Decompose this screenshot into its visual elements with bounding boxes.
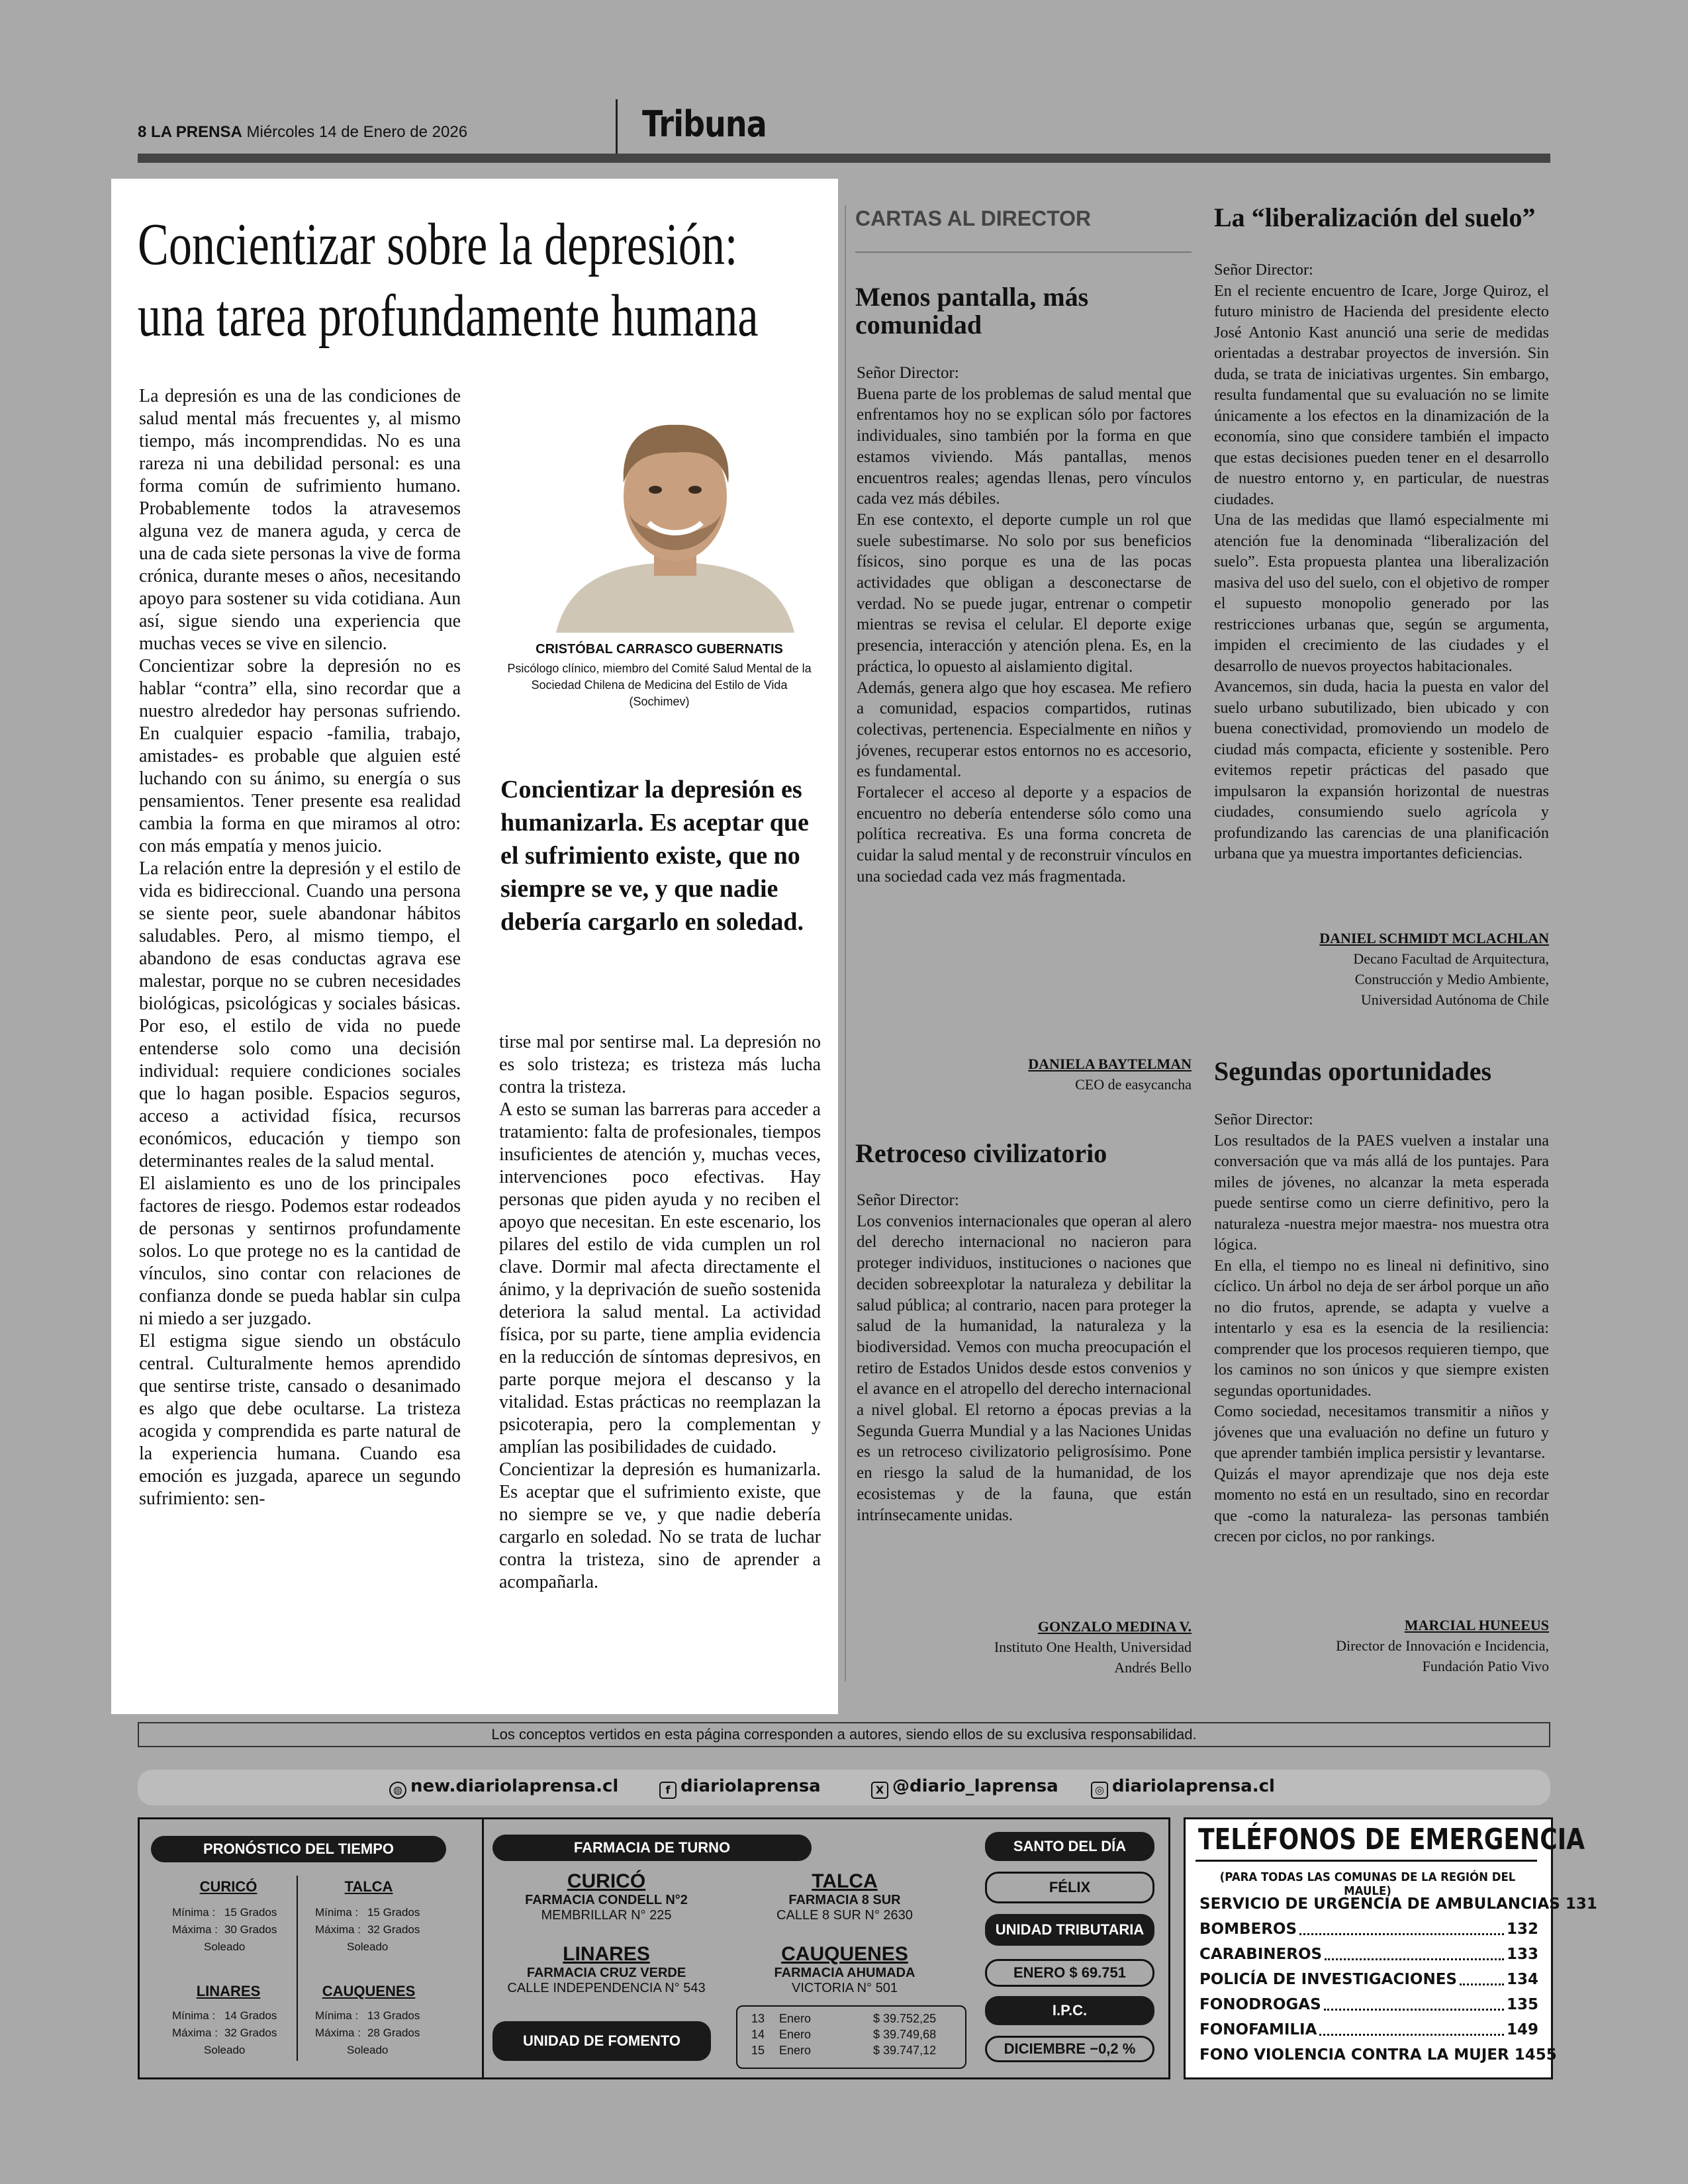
letter-body xyxy=(1214,259,1549,864)
article-title-line-2: una tarea profundamente humana xyxy=(138,283,759,349)
letter-body xyxy=(857,1190,1192,1525)
emergency-number: 1455 xyxy=(1514,2046,1557,2064)
letter-signer-role: Construcción y Medio Ambiente, xyxy=(1354,971,1549,987)
letter-paragraph: Quizás el mayor aprendizaje que nos deja este momento no está en un resultado, sino en recordar que -como la naturaleza- las personas también crecen por ciclos, no por rankings. xyxy=(1214,1465,1549,1545)
article-paragraph: El estigma sigue siendo un obstáculo central. Culturalmente hemos aprendido que sentirse triste, cansado o desanimado es algo que debe ocultarse. La tristeza acogida y comprendida es parte natural de la experiencia humana. Cuando esa emoción es juzgada, aparece un segundo sufrimiento: sen- xyxy=(139,1331,461,1509)
letter-paragraph: Señor Director: xyxy=(857,1191,959,1209)
weather-min-label: Mínima : xyxy=(172,2009,216,2022)
emergency-number: 135 xyxy=(1506,1996,1538,2013)
article-paragraph: Concientizar sobre la depresión no es hablar “contra” ella, sino recordar que a nuestro alrededor hay personas sufriendo. En cualquier espacio -familia, trabajo, amistades- es probable que alguien esté luchando con su ánimo, su energía o sus pensamientos. Tener presente esa realidad cambia la forma en que miramos al otro: con más empatía y menos juicio. xyxy=(139,656,461,856)
weather-min-label: Mínima : xyxy=(172,1906,216,1919)
letter-title: Segundas oportunidades xyxy=(1214,1056,1492,1086)
utm-value: ENERO $ 69.751 xyxy=(985,1959,1154,1987)
article-paragraph: tirse mal por sentirse mal. La depresión no es solo tristeza; es tristeza más lucha contra la tristeza. xyxy=(499,1032,821,1097)
pharmacy-address: CALLE INDEPENDENCIA N° 543 xyxy=(507,1981,706,1995)
letter-paragraph: Señor Director: xyxy=(857,364,959,382)
weather-values xyxy=(311,2007,424,2060)
letter-paragraph: Señor Director: xyxy=(1214,261,1313,279)
letter-paragraph: Además, genera algo que hoy escasea. Me refiero a comunidad, espacios compartidos, rutinas colectivas, pertenencia. Especialmente en niños y jóvenes, recuperar estos entornos no es accesorio, es fundamental. xyxy=(857,678,1192,781)
emergency-label: FONO VIOLENCIA CONTRA LA MUJER xyxy=(1199,2046,1509,2064)
social-website[interactable] xyxy=(389,1776,618,1799)
weather-sky: Soleado xyxy=(346,1940,389,1953)
pharmacy-city: CURICÓ xyxy=(567,1870,646,1892)
weather-divider xyxy=(297,1876,298,2061)
pharmacy-name: FARMACIA CRUZ VERDE xyxy=(526,1966,686,1980)
uf-table xyxy=(736,2005,966,2069)
letter-signer: DANIEL SCHMIDT MCLACHLAN xyxy=(1319,930,1549,946)
pharmacy-city: LINARES xyxy=(563,1943,650,1965)
uf-day: 14 xyxy=(751,2028,765,2041)
author-role: Psicólogo clínico, miembro del Comité Salud Mental de la Sociedad Chilena de Medicina del Estilo de Vida (Sochimev) xyxy=(507,662,812,708)
emergency-label: POLICÍA DE INVESTIGACIONES xyxy=(1199,1971,1458,1988)
instagram-icon: ◎ xyxy=(1091,1782,1108,1799)
pharmacy-city: TALCA xyxy=(812,1870,878,1892)
letter-signer: GONZALO MEDINA V. xyxy=(1037,1618,1192,1635)
letter-paragraph: Los resultados de la PAES vuelven a instalar una conversación que va más allá de los puntajes. Para miles de jóvenes, no alcanzar la meta esperada puede sentirse como un cierre definitivo, pero la naturaleza -nuestra mejor maestra- nos muestra otra lógica. xyxy=(1214,1131,1549,1253)
letter-signer-role: Andrés Bello xyxy=(1114,1659,1192,1676)
letter-paragraph: Fortalecer el acceso al deporte y a espacios de encuentro no debería entenderse sólo como una política recreativa. Es una forma concreta de cuidar la salud mental y de reconstruir vínculos en una sociedad cada vez más fragmentada. xyxy=(857,784,1192,886)
letter-signature xyxy=(1214,928,1549,1010)
author-portrait-icon xyxy=(543,397,808,633)
weather-max: 32 Grados xyxy=(367,1923,420,1936)
letters-section-label: CARTAS AL DIRECTOR xyxy=(855,206,1092,230)
article-paragraph: El aislamiento es uno de los principales factores de riesgo. Podemos estar rodeados de personas y sentirnos profundamente solos. Lo que protege no es la cantidad de vínculos, sino contar con relaciones de confianza donde se pueda hablar sin culpa ni miedo a ser juzgado. xyxy=(139,1173,461,1329)
letter-body xyxy=(1214,1109,1549,1547)
weather-city: LINARES xyxy=(196,1983,261,1999)
pull-quote: Concientizar la depresión es humanizarla. Es aceptar que el sufrimiento existe, que no siempre se ve, y que nadie debería cargarlo en soledad. xyxy=(500,776,809,936)
emergency-item xyxy=(1199,2042,1557,2068)
saint-title: SANTO DEL DÍA xyxy=(985,1832,1154,1861)
letter-paragraph: Los convenios internacionales que operan al alero del derecho internacional no nacieron para proteger individuos, instituciones o naciones que deciden sobreexplotar la naturaleza y debilitar la salud pública; al contrario, nacen para proteger la salud de la humanidad, la naturaleza y la biodiversidad. Vemos con mucha preocupación el retiro de Estados Unidos desde estos convenios y el avance en el atropello del derecho internacional a nivel global. El retorno a épocas previas a la Segunda Guerra Mundial y a las Naciones Unidas es un retroceso civilizatorio peligrosísimo. Pone en riesgo la salud de la humanidad, de los ecosistemas y de la fauna, que están intrínsecamente unidas. xyxy=(857,1212,1192,1524)
issue-date: Miércoles 14 de Enero de 2026 xyxy=(246,123,468,141)
section-title: Tribuna xyxy=(642,103,767,145)
emergency-item xyxy=(1199,2017,1538,2042)
letter-signer: MARCIAL HUNEEUS xyxy=(1404,1617,1549,1633)
letter-paragraph: Señor Director: xyxy=(1214,1111,1313,1128)
emergency-item xyxy=(1199,1992,1538,2017)
letter-paragraph: Una de las medidas que llamó especialmente mi atención fue la denominada “liberalización del suelo”. Esta propuesta plantea una liberalización masiva del uso del suelo, con el objetivo de romper el supuesto monopolio generado por las restricciones urbanas que, según se argumenta, impiden el crecimiento de las ciudades y el desarrollo de nuevos proyectos habitacionales. xyxy=(1214,511,1549,675)
saint-name: FÉLIX xyxy=(985,1872,1154,1903)
letter-signature xyxy=(1214,1615,1549,1676)
letter-body xyxy=(857,363,1192,887)
pharmacy-name: FARMACIA 8 SUR xyxy=(788,1893,901,1907)
leader-dots xyxy=(1299,1917,1504,1935)
letter-paragraph: Avancemos, sin duda, hacia la puesta en valor del suelo urbano subutilizado, bien ubicado y con buena conectividad, promoviendo un modelo de ciudad más compacta, eficiente y sostenible. Pero evitemos repetir prácticas del pasado que impulsaron la expansión horizontal de nuestras ciudades, consumiendo suelo agrícola y profundizando las carencias de una planificación urbana que ya muestra importantes deficiencias. xyxy=(1214,678,1549,862)
letter-signer-role: Universidad Autónoma de Chile xyxy=(1360,991,1549,1008)
column-divider xyxy=(845,205,846,1681)
letter-signature xyxy=(857,1616,1192,1678)
emergency-number: 132 xyxy=(1506,1921,1538,1938)
page-header xyxy=(138,123,467,142)
letter-paragraph: Como sociedad, necesitamos transmitir a niños y jóvenes que una evaluación no define un futuro y que aprender también implica persistir y levantarse. xyxy=(1214,1402,1549,1462)
letter-title: Menos pantalla, más comunidad xyxy=(855,282,1089,340)
letter-signer: DANIELA BAYTELMAN xyxy=(1028,1056,1192,1072)
letter-title: Retroceso civilizatorio xyxy=(855,1138,1107,1168)
social-x-label: @diario_laprensa xyxy=(892,1776,1058,1796)
weather-max: 30 Grados xyxy=(224,1923,277,1936)
letter-signer-role: Decano Facultad de Arquitectura, xyxy=(1353,950,1549,967)
weather-sky: Soleado xyxy=(203,2044,246,2056)
author-photo xyxy=(543,397,808,633)
uf-row xyxy=(751,2026,937,2042)
leader-dots xyxy=(1319,2017,1504,2036)
emergency-item xyxy=(1199,1942,1538,1967)
letter-signer-role: CEO de easycancha xyxy=(1075,1076,1192,1093)
letter-paragraph: En ella, el tiempo no es lineal ni definitivo, sino cíclico. Un árbol no deja de ser árbol porque un año no dio frutos, aprende, se adapta y vuelve a intentarlo y esa es la esencia de la resiliencia: comprender que los procesos requieren tiempo, que los caminos no son únicos y que siempre existen segundas oportunidades. xyxy=(1214,1256,1549,1400)
weather-min-label: Mínima : xyxy=(315,1906,359,1919)
uf-value: $ 39.749,68 xyxy=(873,2028,937,2041)
uf-day: 13 xyxy=(751,2012,765,2025)
x-icon: X xyxy=(871,1782,888,1799)
emergency-number: 133 xyxy=(1506,1946,1538,1963)
uf-value: $ 39.747,12 xyxy=(873,2044,937,2057)
article-column-1 xyxy=(139,385,461,1510)
letter-signer-role: Instituto One Health, Universidad xyxy=(994,1639,1192,1655)
article-column-2 xyxy=(499,1031,821,1594)
letter-signature xyxy=(857,1054,1192,1095)
weather-max-label: Máxima : xyxy=(315,2026,361,2039)
article-paragraph: La relación entre la depresión y el estilo de vida es bidireccional. Cuando una persona se siente peor, suele abandonar hábitos saludables. Pero, al mismo tiempo, el abandono de esas conductas agrava ese malestar, porque no se cubren necesidades biológicas, psicológicas y sociales básicas. Por eso, el estilo de vida no puede entenderse solo como una decisión individual: requiere condiciones sociales que lo hagan posible. Espacios seguros, acceso a actividad física, recursos económicos, educación y tiempo son determinantes reales de la salud mental. xyxy=(139,858,461,1171)
weather-max: 32 Grados xyxy=(224,2026,277,2039)
letters-rule xyxy=(855,251,1192,253)
weather-max-label: Máxima : xyxy=(172,1923,218,1936)
weather-max-label: Máxima : xyxy=(172,2026,218,2039)
article-title xyxy=(138,209,759,352)
pharmacy-item xyxy=(494,1943,719,1996)
social-website-label: new.diariolaprensa.cl xyxy=(410,1776,619,1796)
header-divider xyxy=(616,99,618,154)
article-paragraph: A esto se suman las barreras para acceder a tratamiento: falta de profesionales, tiempos insuficientes de atención y, muchas veces, intervenciones poco efectivas. Hay personas que piden ayuda y no reciben el apoyo que necesitan. En este escenario, los pilares del estilo de vida cumplen un rol clave. Dormir mal afecta directamente el ánimo, y la deprivación de sueño sostenida deteriora la salud mental. La actividad física, por su parte, tiene amplia evidencia en la reducción de síntomas depresivos, en parte porque mejora el descanso y la vitalidad. Estas prácticas no reemplazan la psicoterapia, pero la complementan y amplían las posibilidades de cuidado. xyxy=(499,1099,821,1457)
emergency-item xyxy=(1199,1967,1538,1992)
header-rule xyxy=(138,154,1550,163)
social-instagram-label: diariolaprensa.cl xyxy=(1112,1776,1275,1796)
weather-min: 15 Grados xyxy=(224,1906,277,1919)
pharmacy-address: CALLE 8 SUR N° 2630 xyxy=(776,1908,913,1923)
emergency-title: TELÉFONOS DE EMERGENCIA xyxy=(1198,1823,1585,1856)
social-facebook[interactable] xyxy=(659,1776,821,1799)
uf-row xyxy=(751,2011,937,2026)
emergency-subtitle: (PARA TODAS LAS COMUNAS DE LA REGIÓN DEL MAULE) xyxy=(1219,1870,1516,1898)
weather-max-label: Máxima : xyxy=(315,1923,361,1936)
uf-label: UNIDAD DE FOMENTO xyxy=(492,2021,711,2061)
uf-value: $ 39.752,25 xyxy=(873,2012,937,2025)
uf-month: Enero xyxy=(779,2044,812,2057)
facebook-icon: f xyxy=(659,1782,677,1799)
weather-max: 28 Grados xyxy=(367,2026,420,2039)
ipc-value: DICIEMBRE −0,2 % xyxy=(985,2036,1154,2062)
social-facebook-label: diariolaprensa xyxy=(680,1776,821,1796)
letter-signer-role: Director de Innovación e Incidencia, xyxy=(1336,1637,1549,1654)
weather-title: PRONÓSTICO DEL TIEMPO xyxy=(151,1836,446,1862)
social-instagram[interactable] xyxy=(1091,1776,1275,1799)
weather-values xyxy=(168,1903,281,1956)
weather-sky: Soleado xyxy=(203,1940,246,1953)
letter-paragraph: Buena parte de los problemas de salud mental que enfrentamos hoy no se explican sólo por factores individuales, sino también por la forma en que estamos viviendo. Más pantallas, menos encuentros reales; agendas llenas, pero vínculos cada vez más débiles. xyxy=(857,385,1192,508)
letter-paragraph: En ese contexto, el deporte cumple un rol que suele subestimarse. No solo por sus beneficios físicos, sino porque es una de las pocas actividades que obligan a desconectarse de verdad. No se puede jugar, entrenar o competir mientras se revisa el celular. El deporte exige presencia, interacción y atención plena. Es, en la práctica, lo opuesto al aislamiento digital. xyxy=(857,510,1192,676)
emergency-label: SERVICIO DE URGENCIA DE AMBULANCIAS xyxy=(1199,1895,1560,1913)
utm-label: UNIDAD TRIBUTARIA xyxy=(985,1914,1154,1946)
emergency-list xyxy=(1199,1891,1597,2068)
weather-values xyxy=(311,1903,424,1956)
ipc-label: I.P.C. xyxy=(985,1996,1154,2025)
uf-month: Enero xyxy=(779,2028,812,2041)
emergency-rule xyxy=(1196,1860,1537,1862)
pharmacy-name: FARMACIA CONDELL N°2 xyxy=(525,1893,688,1907)
weather-city: CAUQUENES xyxy=(322,1983,416,1999)
pharmacy-address: MEMBRILLAR N° 225 xyxy=(541,1908,672,1923)
weather-min: 15 Grados xyxy=(367,1906,420,1919)
leader-dots xyxy=(1324,1992,1504,2011)
weather-city: CURICÓ xyxy=(199,1878,258,1895)
emergency-number: 131 xyxy=(1565,1895,1597,1913)
weather-min-label: Mínima : xyxy=(315,2009,359,2022)
pharmacy-address: VICTORIA N° 501 xyxy=(792,1981,898,1995)
weather-min: 14 Grados xyxy=(224,2009,277,2022)
letter-paragraph: En el reciente encuentro de Icare, Jorge Quiroz, el futuro ministro de Hacienda del presidente electo José Antonio Kast anunció una serie de medidas orientadas a destrabar proyectos de inversión. Sin duda, se trata de iniciativas urgentes. Sin embargo, resulta fundamental que su evaluación no se limite únicamente a los efectos en la dinamización de la economía, sino que considere también el impacto que estas decisiones pueden tener en el desarrollo de nuestro entorno y, en particular, de nuestras ciudades. xyxy=(1214,281,1549,508)
emergency-label: FONOFAMILIA xyxy=(1199,2021,1317,2038)
pharmacy-item xyxy=(732,1870,957,1923)
pharmacy-name: FARMACIA AHUMADA xyxy=(774,1966,915,1980)
letter-title: La “liberalización del suelo” xyxy=(1214,203,1536,232)
uf-row xyxy=(751,2042,937,2058)
globe-icon: ◍ xyxy=(389,1782,406,1799)
pharmacy-item xyxy=(494,1870,719,1923)
weather-min: 13 Grados xyxy=(367,2009,420,2022)
weather-sky: Soleado xyxy=(346,2044,389,2056)
emergency-number: 134 xyxy=(1506,1971,1538,1988)
article-paragraph: Concientizar la depresión es humanizarla. Es aceptar que el sufrimiento existe, que no siempre se ve, y que nadie debería cargarlo en soledad. No se trata de luchar contra la tristeza, sino de aprender a acompañarla. xyxy=(499,1459,821,1592)
uf-month: Enero xyxy=(779,2012,812,2025)
weather-city: TALCA xyxy=(344,1878,393,1895)
uf-day: 15 xyxy=(751,2044,765,2057)
author-name: CRISTÓBAL CARRASCO GUBERNATIS xyxy=(536,642,783,657)
article-title-line-1: Concientizar sobre la depresión: xyxy=(138,212,738,277)
emergency-item xyxy=(1199,1917,1538,1942)
article-paragraph: La depresión es una de las condiciones de salud mental más frecuentes y, al mismo tiempo, más incomprendidas. No es una rareza ni una debilidad personal: es una forma común de sufrimiento humano. Probablemente todos la atravesemos alguna vez de manera aguda, y cerca de una de cada siete personas la vive de forma crónica, durante meses o años, necesitando apoyo para sostener su vida cotidiana. Aun así, sigue siendo una experiencia que muchas veces se vive en silencio. xyxy=(139,386,461,654)
emergency-item xyxy=(1199,1891,1597,1917)
social-x[interactable] xyxy=(871,1776,1058,1799)
newspaper-name: LA PRENSA xyxy=(151,123,242,141)
page-number: 8 xyxy=(138,123,147,141)
emergency-number: 149 xyxy=(1506,2021,1538,2038)
disclaimer: Los conceptos vertidos en esta página corresponden a autores, siendo ellos de su exclusiva responsabilidad. xyxy=(138,1722,1550,1747)
weather-values xyxy=(168,2007,281,2060)
letter-signer-role: Fundación Patio Vivo xyxy=(1422,1658,1549,1674)
emergency-label: BOMBEROS xyxy=(1199,1921,1297,1938)
leader-dots xyxy=(1460,1967,1504,1985)
leader-dots xyxy=(1325,1942,1504,1960)
pharmacy-title: FARMACIA DE TURNO xyxy=(492,1835,812,1861)
emergency-label: FONODROGAS xyxy=(1199,1996,1321,2013)
social-bar xyxy=(138,1770,1550,1805)
pharmacy-city: CAUQUENES xyxy=(781,1943,908,1965)
emergency-label: CARABINEROS xyxy=(1199,1946,1323,1963)
pharmacy-item xyxy=(732,1943,957,1996)
